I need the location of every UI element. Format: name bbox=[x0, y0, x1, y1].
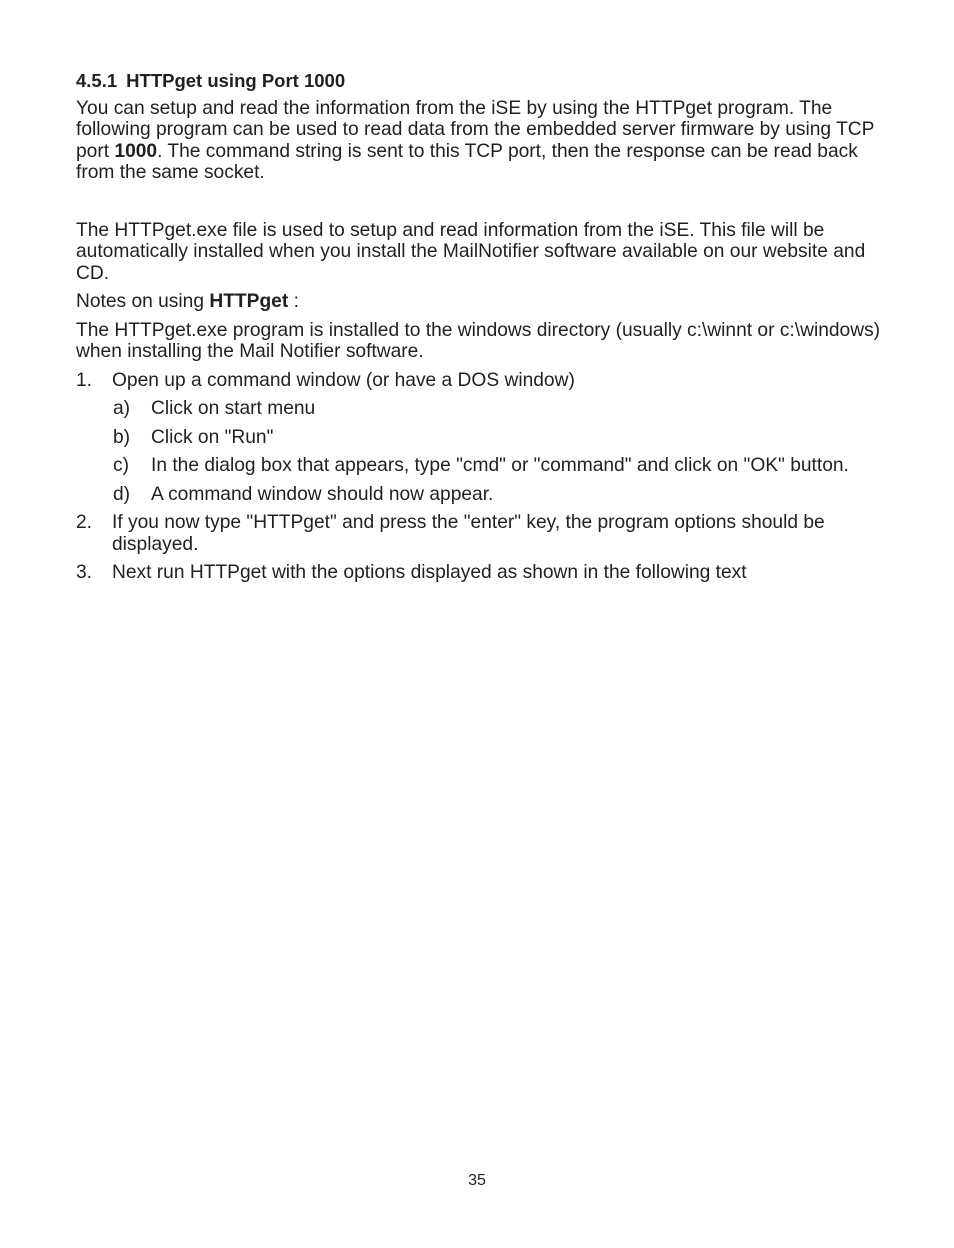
substep-marker: c) bbox=[113, 455, 129, 476]
notes-heading bbox=[76, 291, 882, 313]
install-paragraph: The HTTPget.exe program is installed to the windows directory (usually c:\winnt or c:\windows) when installing the Mail Notifier software. bbox=[76, 319, 881, 362]
tcp-port-number: 1000 bbox=[114, 140, 158, 162]
section-heading bbox=[76, 70, 882, 92]
notes-prefix: Notes on using bbox=[76, 291, 210, 312]
substep-marker: a) bbox=[113, 398, 131, 419]
section-number: 4.5.1 bbox=[76, 70, 118, 91]
substep-text: Click on "Run" bbox=[151, 426, 274, 448]
substep-item bbox=[113, 427, 882, 449]
substep-text: Click on start menu bbox=[151, 398, 316, 419]
substep-item bbox=[113, 398, 882, 420]
step-marker: 2. bbox=[76, 512, 93, 533]
substep-text: In the dialog box that appears, type "cmd" or "command" and click on "OK" button. bbox=[151, 455, 849, 476]
step-text: Next run HTTPget with the options displayed as shown in the following text bbox=[112, 562, 747, 583]
step-marker: 1. bbox=[76, 369, 93, 391]
substep-marker: d) bbox=[113, 483, 131, 505]
step-marker: 3. bbox=[76, 562, 93, 583]
document-page bbox=[76, 70, 882, 591]
substep-item bbox=[113, 484, 882, 506]
notes-program-name: HTTPget bbox=[209, 291, 289, 312]
intro-paragraph bbox=[76, 98, 882, 184]
step-item bbox=[76, 512, 882, 555]
intro-text-start: You can setup and read the information from the iSE by using the HTTPget program. The following program can be used to read data from the embedded server firmware by using TCP port bbox=[76, 97, 875, 162]
step-text: If you now type "HTTPget" and press the "enter" key, the program options should be displayed. bbox=[112, 512, 825, 555]
step-item bbox=[76, 370, 882, 392]
substep-text: A command window should now appear. bbox=[151, 483, 494, 505]
substep-item bbox=[113, 455, 882, 477]
page-number: 35 bbox=[468, 1172, 486, 1189]
step-item bbox=[76, 562, 882, 584]
notes-suffix: : bbox=[288, 291, 299, 312]
intro-text-end: . The command string is sent to this TCP port, then the response can be read back from the same socket. bbox=[76, 140, 858, 183]
step-text: Open up a command window (or have a DOS window) bbox=[112, 369, 575, 391]
exe-paragraph: The HTTPget.exe file is used to setup and read information from the iSE. This file will be automatically installed when you install the MailNotifier software available on our website and CD. bbox=[76, 219, 866, 284]
section-title: HTTPget using Port 1000 bbox=[126, 70, 346, 91]
substep-marker: b) bbox=[113, 426, 131, 448]
